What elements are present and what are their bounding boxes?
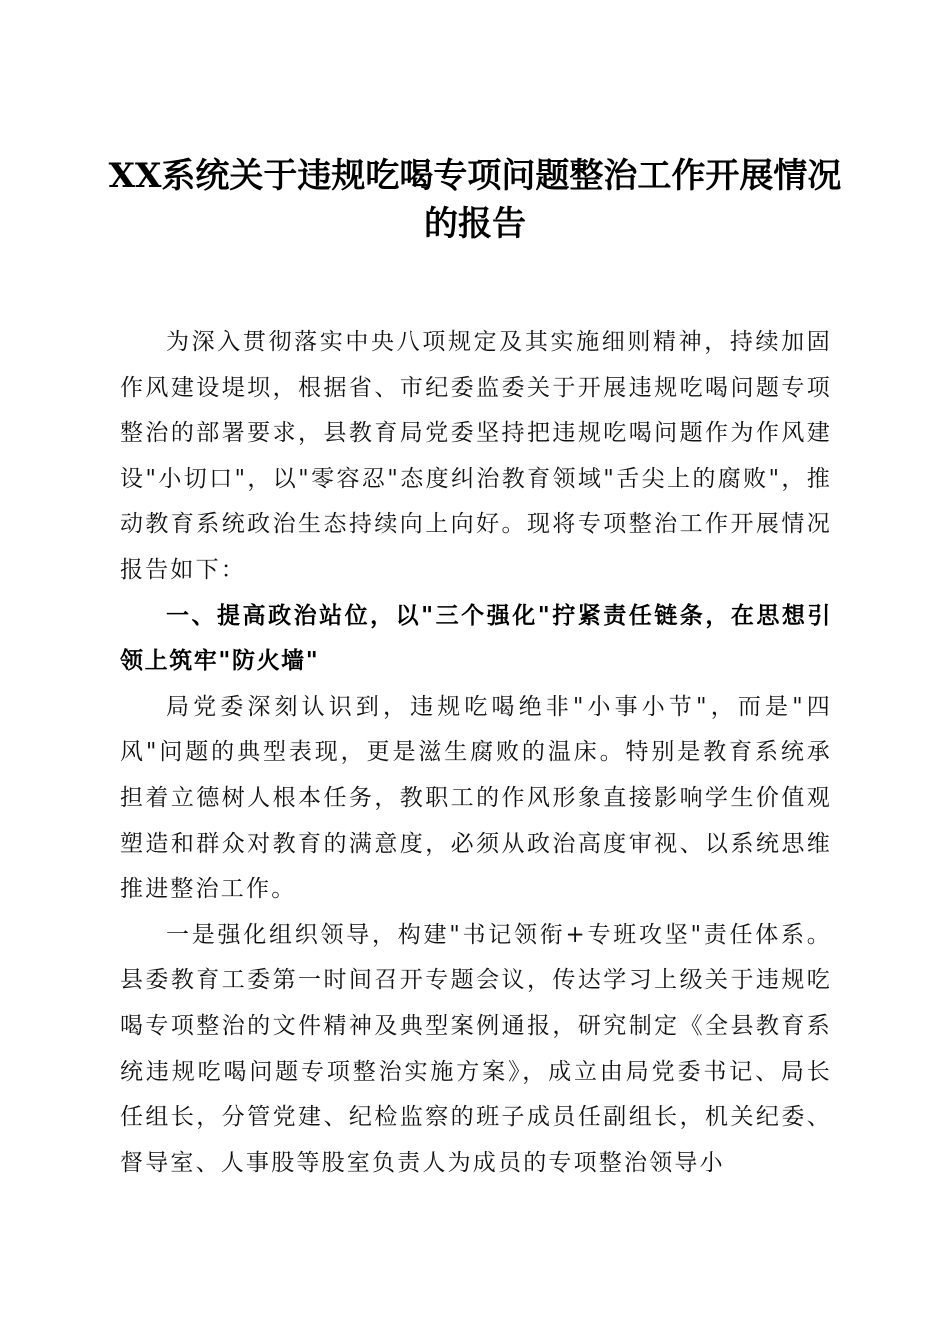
section-heading: 一、提高政治站位，以"三个强化"拧紧责任链条，在思想引领上筑牢"防火墙" [120, 602, 832, 675]
document-body [120, 320, 832, 1186]
document-title: XX系统关于违规吃喝专项问题整治工作开展情况的报告 [108, 156, 842, 244]
body-paragraph: 局党委深刻认识到，违规吃喝绝非"小事小节"，而是"四风"问题的典型表现，更是滋生腐败的温床。特别是教育系统承担着立德树人根本任务，教职工的作风形象直接影响学生价值观塑造和群众对教育的满意度，必须从政治高度审视、以系统思维推进整治工作。 [120, 693, 832, 903]
body-paragraph: 一是强化组织领导，构建"书记领衔+专班攻坚"责任体系。县委教育工委第一时间召开专题会议，传达学习上级关于违规吃喝专项整治的文件精神及典型案例通报，研究制定《全县教育系统违规吃喝问题专项整治实施方案》，成立由局党委书记、局长任组长，分管党建、纪检监察的班子成员任副组长，机关纪委、督导室、人事股等股室负责人为成员的专项整治领导小 [120, 921, 832, 1176]
intro-paragraph: 为深入贯彻落实中央八项规定及其实施细则精神，持续加固作风建设堤坝，根据省、市纪委监委关于开展违规吃喝问题专项整治的部署要求，县教育局党委坚持把违规吃喝问题作为作风建设"小切口"，以"零容忍"态度纠治教育领域"舌尖上的腐败"，推动教育系统政治生态持续向上向好。现将专项整治工作开展情况报告如下： [120, 329, 832, 583]
